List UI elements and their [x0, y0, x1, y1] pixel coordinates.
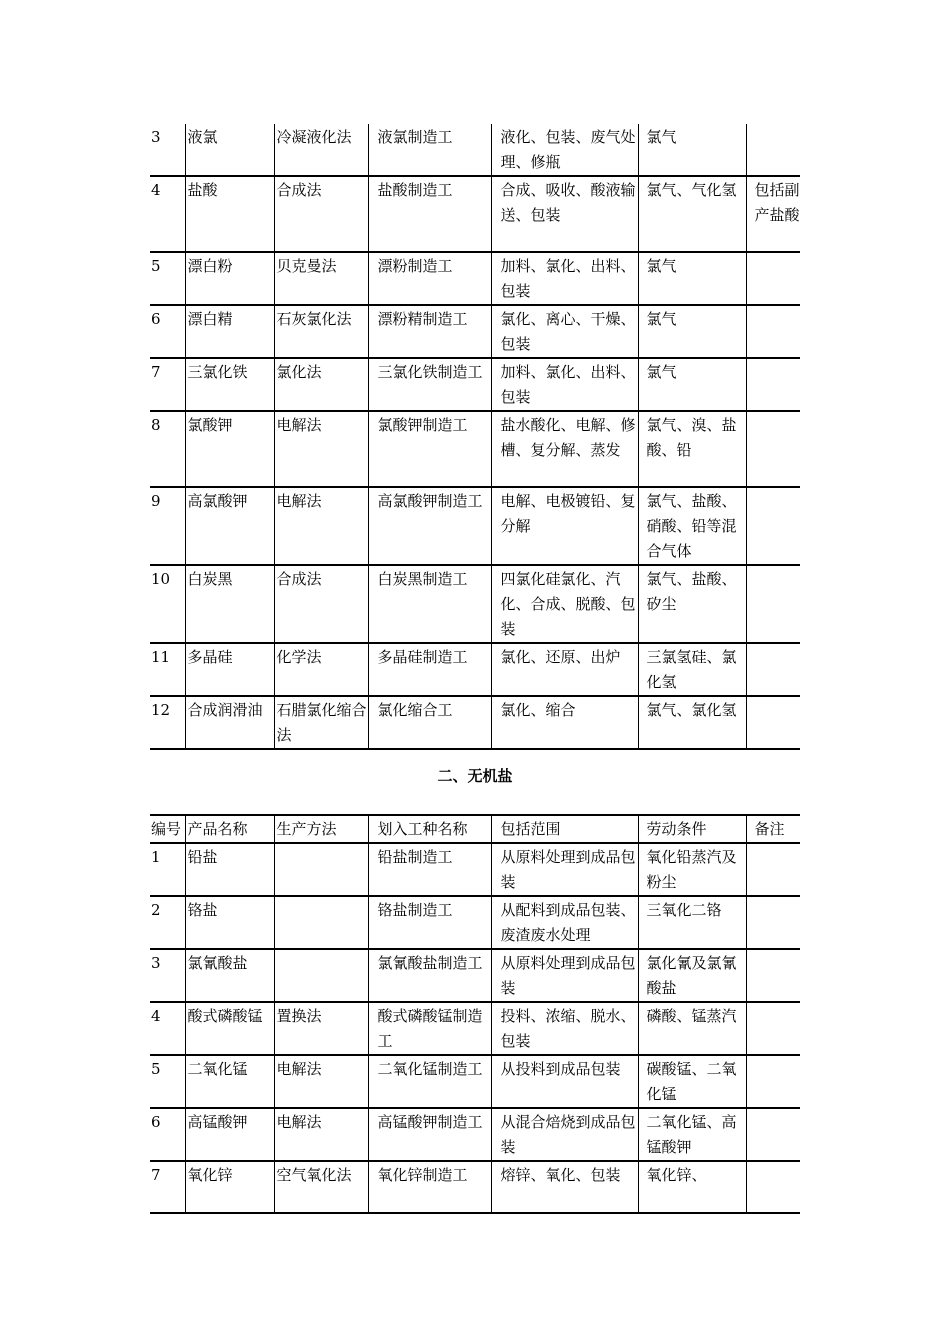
cell-trade: 液氯制造工 [368, 124, 491, 176]
cell-no: 7 [150, 358, 185, 411]
cell-conditions: 氯气 [638, 358, 746, 411]
table-row [150, 696, 800, 749]
cell-no: 5 [150, 1055, 185, 1108]
chlor-alkali-table [150, 124, 800, 750]
cell-method: 合成法 [274, 565, 368, 643]
header-conditions: 劳动条件 [638, 815, 746, 843]
cell-trade: 二氧化锰制造工 [368, 1055, 491, 1108]
cell-remark [746, 358, 800, 411]
cell-product: 合成润滑油 [185, 696, 274, 749]
cell-method [274, 896, 368, 949]
cell-no: 3 [150, 949, 185, 1002]
table-row [150, 896, 800, 949]
table-row [150, 949, 800, 1002]
cell-method: 合成法 [274, 176, 368, 252]
cell-scope: 从混合焙烧到成品包装 [491, 1108, 638, 1161]
cell-no: 2 [150, 896, 185, 949]
cell-trade: 氯化缩合工 [368, 696, 491, 749]
cell-trade: 氯酸钾制造工 [368, 411, 491, 487]
cell-no: 9 [150, 487, 185, 565]
cell-scope: 加料、氯化、出料、包装 [491, 358, 638, 411]
cell-product: 盐酸 [185, 176, 274, 252]
cell-scope: 从原料处理到成品包装 [491, 949, 638, 1002]
cell-no: 7 [150, 1161, 185, 1213]
cell-trade: 白炭黑制造工 [368, 565, 491, 643]
table-row [150, 843, 800, 896]
cell-scope: 液化、包装、废气处理、修瓶 [491, 124, 638, 176]
table-header-row [150, 815, 800, 843]
cell-conditions: 氯气、氯化氢 [638, 696, 746, 749]
cell-no: 6 [150, 305, 185, 358]
cell-scope: 合成、吸收、酸液输送、包装 [491, 176, 638, 252]
cell-product: 高锰酸钾 [185, 1108, 274, 1161]
cell-product: 漂白精 [185, 305, 274, 358]
cell-trade: 铅盐制造工 [368, 843, 491, 896]
table-row [150, 411, 800, 487]
cell-method: 贝克曼法 [274, 252, 368, 305]
cell-product: 氯酸钾 [185, 411, 274, 487]
header-no: 编号 [150, 815, 185, 843]
table-row [150, 358, 800, 411]
cell-method: 冷凝液化法 [274, 124, 368, 176]
table-body [150, 124, 800, 749]
cell-conditions: 氯气、气化氢 [638, 176, 746, 252]
cell-conditions: 氯气 [638, 124, 746, 176]
cell-remark [746, 643, 800, 696]
cell-trade: 多晶硅制造工 [368, 643, 491, 696]
cell-trade: 高锰酸钾制造工 [368, 1108, 491, 1161]
cell-trade: 高氯酸钾制造工 [368, 487, 491, 565]
cell-remark [746, 1055, 800, 1108]
cell-remark [746, 411, 800, 487]
cell-conditions: 氯气、盐酸、硝酸、铅等混合气体 [638, 487, 746, 565]
cell-scope: 从原料处理到成品包装 [491, 843, 638, 896]
cell-method [274, 843, 368, 896]
cell-conditions: 氯气 [638, 305, 746, 358]
cell-no: 8 [150, 411, 185, 487]
table-body [150, 843, 800, 1213]
cell-product: 二氧化锰 [185, 1055, 274, 1108]
cell-method: 化学法 [274, 643, 368, 696]
cell-trade: 盐酸制造工 [368, 176, 491, 252]
cell-conditions: 三氯氢硅、氯化氢 [638, 643, 746, 696]
cell-product: 液氯 [185, 124, 274, 176]
cell-product: 氯氰酸盐 [185, 949, 274, 1002]
header-method: 生产方法 [274, 815, 368, 843]
cell-method: 电解法 [274, 411, 368, 487]
table-row [150, 1161, 800, 1213]
cell-remark [746, 487, 800, 565]
cell-conditions: 二氧化锰、高锰酸钾 [638, 1108, 746, 1161]
cell-conditions: 氯化氰及氯氰酸盐 [638, 949, 746, 1002]
cell-product: 漂白粉 [185, 252, 274, 305]
cell-product: 白炭黑 [185, 565, 274, 643]
cell-product: 三氯化铁 [185, 358, 274, 411]
header-product: 产品名称 [185, 815, 274, 843]
cell-no: 1 [150, 843, 185, 896]
cell-method: 电解法 [274, 1108, 368, 1161]
cell-product: 酸式磷酸锰 [185, 1002, 274, 1055]
inorganic-salt-table [150, 814, 800, 1214]
cell-no: 11 [150, 643, 185, 696]
cell-conditions: 碳酸锰、二氧化锰 [638, 1055, 746, 1108]
cell-product: 高氯酸钾 [185, 487, 274, 565]
cell-remark: 包括副产盐酸 [746, 176, 800, 252]
cell-method: 氯化法 [274, 358, 368, 411]
table-row [150, 487, 800, 565]
cell-scope: 氯化、缩合 [491, 696, 638, 749]
cell-method: 置换法 [274, 1002, 368, 1055]
cell-trade: 氧化锌制造工 [368, 1161, 491, 1213]
cell-method: 电解法 [274, 487, 368, 565]
table-row [150, 305, 800, 358]
cell-trade: 漂粉精制造工 [368, 305, 491, 358]
cell-remark [746, 1108, 800, 1161]
cell-trade: 氯氰酸盐制造工 [368, 949, 491, 1002]
table-row [150, 252, 800, 305]
cell-remark [746, 896, 800, 949]
cell-remark [746, 696, 800, 749]
cell-conditions: 氯气、溴、盐酸、铅 [638, 411, 746, 487]
cell-method: 电解法 [274, 1055, 368, 1108]
cell-remark [746, 252, 800, 305]
cell-method: 石灰氯化法 [274, 305, 368, 358]
cell-scope: 氯化、还原、出炉 [491, 643, 638, 696]
cell-remark [746, 843, 800, 896]
cell-product: 氧化锌 [185, 1161, 274, 1213]
cell-trade: 酸式磷酸锰制造工 [368, 1002, 491, 1055]
cell-conditions: 氧化锌、 [638, 1161, 746, 1213]
cell-product: 铅盐 [185, 843, 274, 896]
cell-product: 多晶硅 [185, 643, 274, 696]
cell-remark [746, 1002, 800, 1055]
cell-scope: 电解、电极镀铅、复分解 [491, 487, 638, 565]
cell-method [274, 949, 368, 1002]
cell-scope: 盐水酸化、电解、修槽、复分解、蒸发 [491, 411, 638, 487]
cell-product: 铬盐 [185, 896, 274, 949]
table-row [150, 1002, 800, 1055]
table-row [150, 1055, 800, 1108]
cell-trade: 漂粉制造工 [368, 252, 491, 305]
cell-no: 10 [150, 565, 185, 643]
table-row [150, 643, 800, 696]
cell-no: 4 [150, 1002, 185, 1055]
cell-no: 3 [150, 124, 185, 176]
header-remark: 备注 [746, 815, 800, 843]
cell-method: 空气氧化法 [274, 1161, 368, 1213]
cell-remark [746, 1161, 800, 1213]
cell-scope: 加料、氯化、出料、包装 [491, 252, 638, 305]
table-row [150, 565, 800, 643]
cell-scope: 从投料到成品包装 [491, 1055, 638, 1108]
cell-conditions: 氯气 [638, 252, 746, 305]
cell-no: 5 [150, 252, 185, 305]
cell-no: 4 [150, 176, 185, 252]
cell-remark [746, 305, 800, 358]
cell-scope: 四氯化硅氯化、汽化、合成、脱酸、包装 [491, 565, 638, 643]
header-scope: 包括范围 [491, 815, 638, 843]
section-title: 二、无机盐 [437, 767, 513, 785]
table-row [150, 124, 800, 176]
cell-method: 石腊氯化缩合法 [274, 696, 368, 749]
cell-no: 6 [150, 1108, 185, 1161]
cell-remark [746, 565, 800, 643]
cell-scope: 熔锌、氧化、包装 [491, 1161, 638, 1213]
cell-no: 12 [150, 696, 185, 749]
header-trade: 划入工种名称 [368, 815, 491, 843]
cell-scope: 投料、浓缩、脱水、包装 [491, 1002, 638, 1055]
cell-conditions: 氧化铅蒸汽及粉尘 [638, 843, 746, 896]
cell-trade: 三氯化铁制造工 [368, 358, 491, 411]
cell-conditions: 磷酸、锰蒸汽 [638, 1002, 746, 1055]
cell-remark [746, 949, 800, 1002]
cell-scope: 从配料到成品包装、废渣废水处理 [491, 896, 638, 949]
cell-trade: 铬盐制造工 [368, 896, 491, 949]
table-row [150, 1108, 800, 1161]
cell-remark [746, 124, 800, 176]
cell-scope: 氯化、离心、干燥、包装 [491, 305, 638, 358]
cell-conditions: 氯气、盐酸、矽尘 [638, 565, 746, 643]
table-row [150, 176, 800, 252]
cell-conditions: 三氧化二铬 [638, 896, 746, 949]
